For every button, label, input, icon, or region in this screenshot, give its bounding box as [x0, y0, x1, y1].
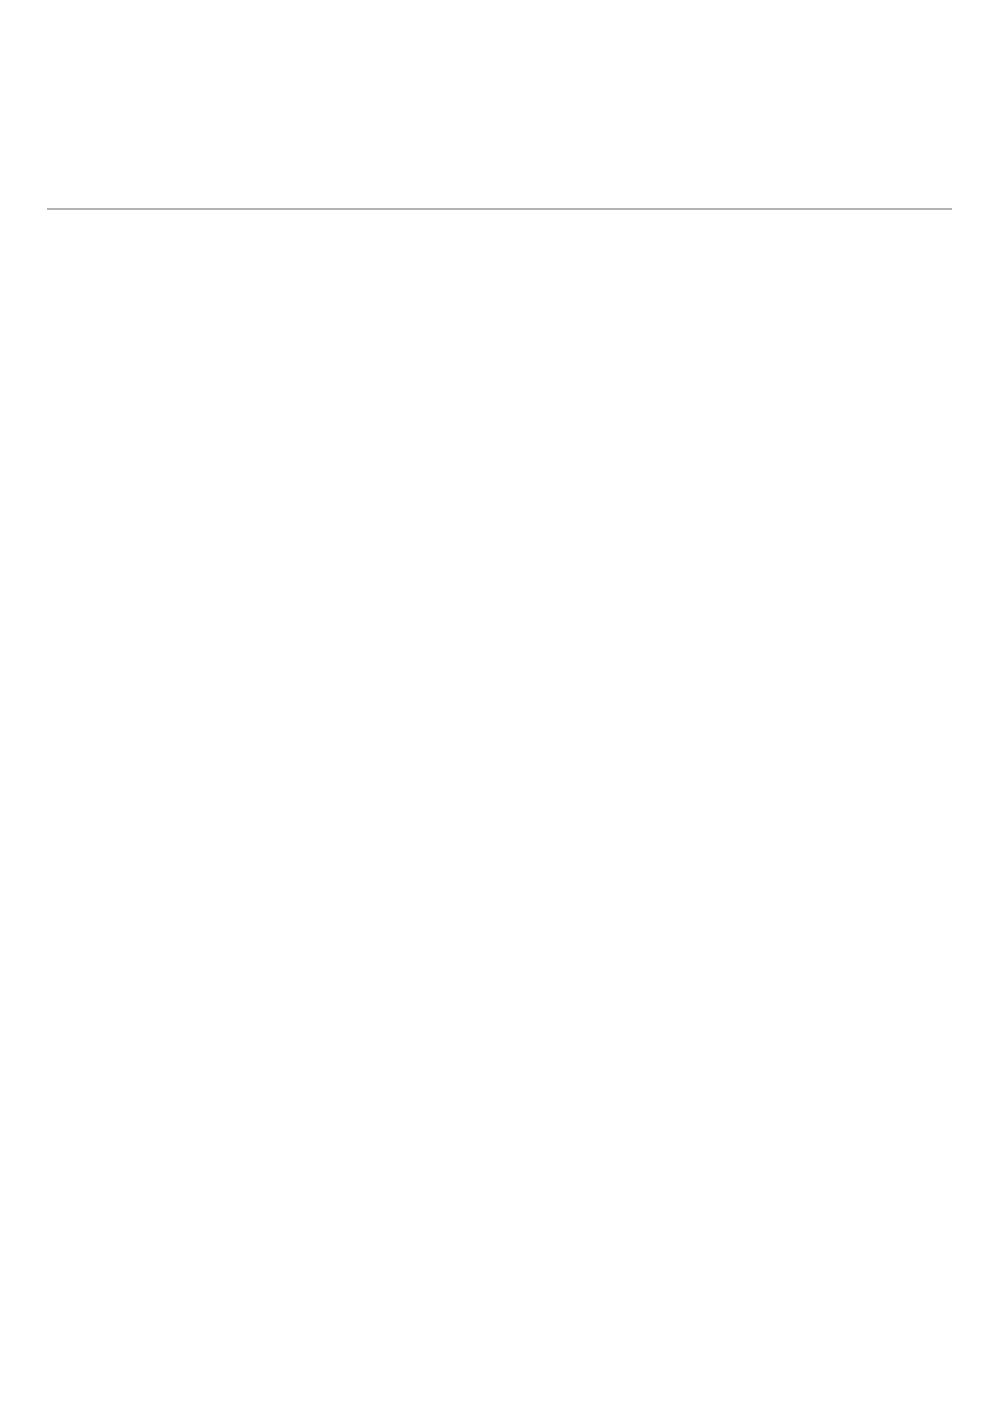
liveworksheets-logo[interactable]: [692, 1373, 716, 1407]
liveworksheets-logo-icon: [692, 1375, 714, 1405]
section-divider: [47, 208, 952, 210]
